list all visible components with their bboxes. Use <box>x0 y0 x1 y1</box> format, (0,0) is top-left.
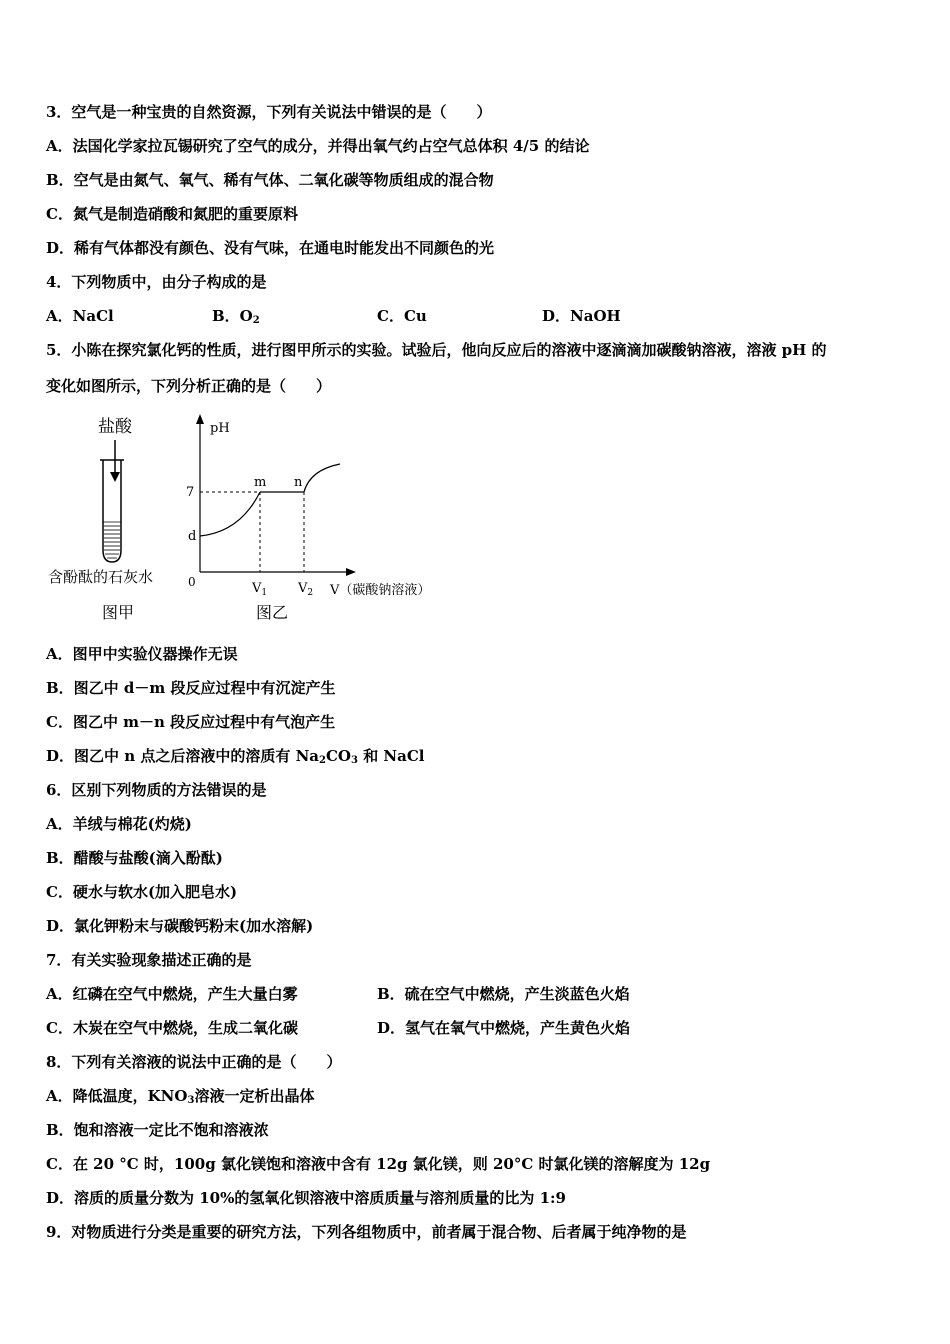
q4-option-b: B．$O_2$ <box>212 307 260 326</box>
q3-stem: 3．空气是一种宝贵的自然资源，下列有关说法中错误的是（ ） <box>46 103 492 121</box>
q3-option-d: D．稀有气体都没有颜色、没有气味，在通电时能发出不同颜色的光 <box>46 239 495 257</box>
q5-option-d: D．图乙中 n 点之后溶液中的溶质有 $Na_2CO_3$ 和 NaCl <box>46 747 425 766</box>
q5-stem-line2: 变化如图所示，下列分析正确的是（ ） <box>46 377 332 395</box>
q3-option-c: C．氮气是制造硝酸和氮肥的重要原料 <box>46 205 298 223</box>
q6-option-d: D．氯化钾粉末与碳酸钙粉末(加水溶解) <box>46 917 314 935</box>
q4-option-c: C．Cu <box>377 307 427 325</box>
q4-stem: 4．下列物质中，由分子构成的是 <box>46 273 267 291</box>
y-tick-7: 7 <box>186 485 195 500</box>
q8-option-c: C．在 20 °C 时，100g 氯化镁饱和溶液中含有 12g 氯化镁，则 20°C 时氯化镁的溶解度为 12g <box>46 1155 711 1173</box>
test-tube-liquid <box>103 522 121 558</box>
x-axis-arrow <box>346 568 356 576</box>
point-n-label: n <box>294 475 303 490</box>
q6-option-b: B．醋酸与盐酸(滴入酚酞) <box>46 849 223 867</box>
q5-option-a: A．图甲中实验仪器操作无误 <box>46 645 238 663</box>
fig-a-caption: 图甲 <box>102 603 135 622</box>
q6-option-a: A．羊绒与棉花(灼烧) <box>46 815 192 833</box>
curve-after-n <box>304 464 340 492</box>
q7-option-c: C．木炭在空气中燃烧，生成二氧化碳 <box>46 1019 298 1037</box>
y-axis-arrow <box>196 414 204 424</box>
q3-option-a: A．法国化学家拉瓦锡研究了空气的成分，并得出氧气约占空气总体积 4/5 的结论 <box>46 137 590 155</box>
q4-option-d: D．NaOH <box>542 307 621 325</box>
q7-option-d: D．氢气在氧气中燃烧，产生黄色火焰 <box>377 1019 631 1037</box>
q7-option-b: B．硫在空气中燃烧，产生淡蓝色火焰 <box>377 985 630 1003</box>
q8-option-b: B．饱和溶液一定比不饱和溶液浓 <box>46 1121 269 1139</box>
figure-b <box>180 412 480 630</box>
q6-option-c: C．硬水与软水(加入肥皂水) <box>46 883 238 901</box>
q9-stem: 9．对物质进行分类是重要的研究方法，下列各组物质中，前者属于混合物、后者属于纯净物的是 <box>46 1223 687 1241</box>
fig-a-reagent: 盐酸 <box>98 417 132 437</box>
y-axis-label: pH <box>210 421 230 436</box>
fig-a-solution-label: 含酚酞的石灰水 <box>48 568 154 586</box>
q8-stem: 8．下列有关溶液的说法中正确的是（ ） <box>46 1053 342 1071</box>
point-m-label: m <box>254 475 267 490</box>
point-d-label: d <box>188 529 197 544</box>
q8-option-d: D．溶质的质量分数为 10%的氢氧化钡溶液中溶质质量与溶剂质量的比为 1:9 <box>46 1189 566 1207</box>
fig-b-caption: 图乙 <box>256 603 289 622</box>
x-axis-label: V（碳酸钠溶液） <box>330 583 431 598</box>
q3-option-b: B．空气是由氮气、氧气、稀有气体、二氧化碳等物质组成的混合物 <box>46 171 494 189</box>
q5-stem-line1: 5．小陈在探究氯化钙的性质，进行图甲所示的实验。试验后，他向反应后的溶液中逐滴滴加碳酸钠溶液，溶液 pH 的 <box>46 341 827 359</box>
figure-a <box>40 410 190 630</box>
v2-label: $V_2$ <box>298 581 314 598</box>
q7-stem: 7．有关实验现象描述正确的是 <box>46 951 252 969</box>
origin-label: 0 <box>188 575 196 589</box>
v1-label: $V_1$ <box>252 581 268 598</box>
curve-d-m <box>200 492 260 536</box>
q5-option-b: B．图乙中 d－m 段反应过程中有沉淀产生 <box>46 679 336 697</box>
q8-option-a: A．降低温度，$KNO_3$溶液一定析出晶体 <box>46 1087 315 1106</box>
q6-stem: 6．区别下列物质的方法错误的是 <box>46 781 267 799</box>
q5-option-c: C．图乙中 m－n 段反应过程中有气泡产生 <box>46 713 336 731</box>
dropper-arrowhead <box>110 472 120 482</box>
q4-option-a: A．NaCl <box>46 307 114 325</box>
q7-option-a: A．红磷在空气中燃烧，产生大量白雾 <box>46 985 298 1003</box>
